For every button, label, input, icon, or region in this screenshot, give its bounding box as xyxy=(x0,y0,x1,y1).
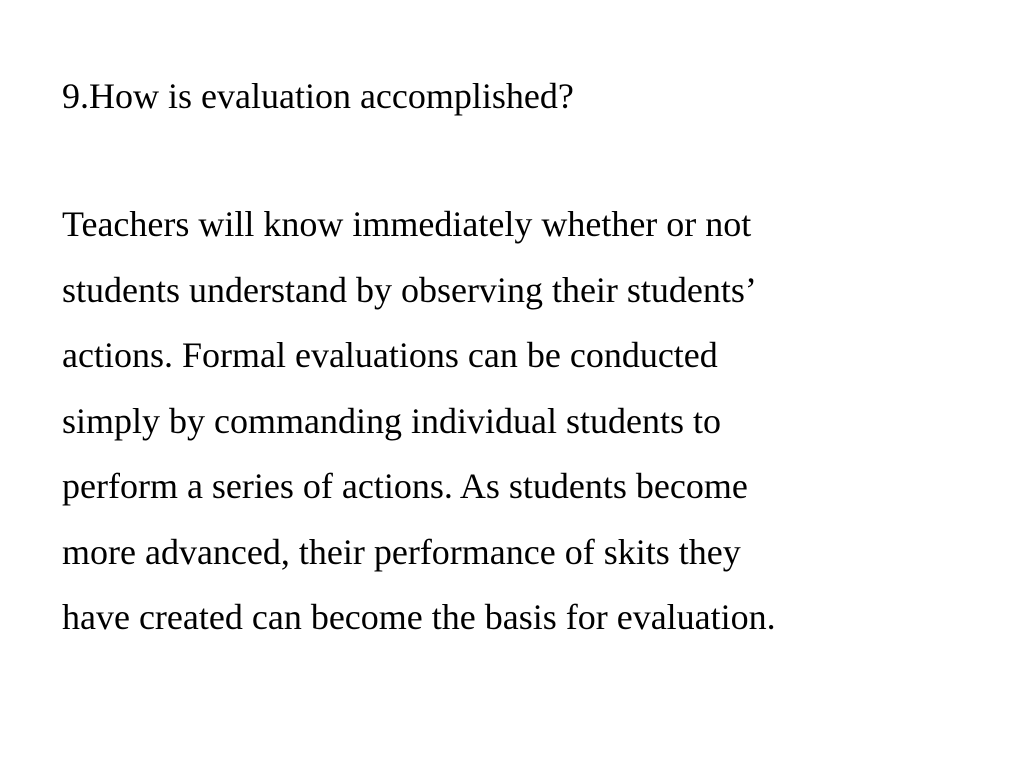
body-line-7: have created can become the basis for evaluation. xyxy=(62,597,776,637)
body-line-3: actions. Formal evaluations can be conducted xyxy=(62,335,718,375)
body-line-2: students understand by observing their students’ xyxy=(62,269,757,310)
body-line-4: simply by commanding individual students to xyxy=(62,400,721,441)
body-line-5: perform a series of actions. As students become xyxy=(62,466,748,506)
body-line-1: Teachers will know immediately whether or not xyxy=(62,204,752,244)
slide-body-paragraph xyxy=(62,192,1012,651)
slide-title: 9.How is evaluation accomplished? xyxy=(62,76,574,116)
body-line-6: more advanced, their performance of skits they xyxy=(62,531,741,572)
